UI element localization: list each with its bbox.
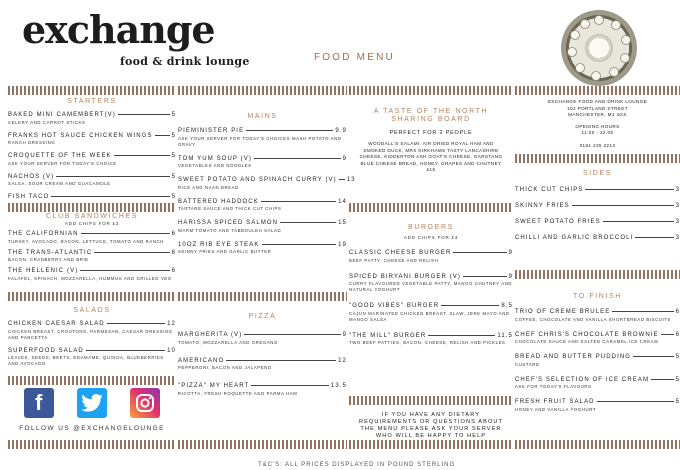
- menu-item: [178, 220, 347, 234]
- follow-us-text: FOLLOW US @EXCHANGELOUNGE: [19, 425, 165, 432]
- menu-item: [8, 231, 176, 245]
- price-leader-line: [251, 385, 329, 386]
- menu-item-price: 12: [338, 357, 347, 364]
- menu-item-price: 3: [675, 187, 680, 193]
- menu-item-name: CHILLI AND GARLIC BROCCOLI: [515, 235, 634, 241]
- menu-item-price: 3: [675, 219, 680, 225]
- menu-item-price: 9.9: [335, 128, 347, 134]
- price-leader-line: [441, 305, 499, 306]
- menu-item-description: RANCH DRESSING: [8, 140, 56, 145]
- price-leader-line: [428, 335, 495, 336]
- price-leader-line: [612, 311, 673, 312]
- menu-item-name: THE TRANS-ATLANTIC: [8, 249, 93, 256]
- divider-stripe: [8, 376, 176, 385]
- menu-item-name: PIEMINISTER PIE: [178, 128, 245, 134]
- menu-item-line: [178, 358, 347, 364]
- menu-item-price: 5: [675, 376, 680, 383]
- menu-item-price: 9: [342, 332, 347, 338]
- menu-item-line: [515, 399, 680, 405]
- price-leader-line: [81, 233, 170, 234]
- section-title: A TASTE OF THE NORTH SHARING BOARD: [373, 108, 489, 123]
- menu-item-price: 3: [675, 235, 680, 241]
- twitter-icon[interactable]: [77, 388, 107, 418]
- menu-item-line: [515, 354, 680, 360]
- menu-item: [349, 333, 513, 347]
- menu-item-name: MARGHERITA (V): [178, 332, 243, 338]
- twitter-bird-icon: [81, 394, 103, 412]
- menu-item-description: PEPPERONI, BACON AND JALAPENO: [178, 365, 272, 370]
- price-leader-line: [107, 323, 165, 324]
- menu-item-price: 3: [675, 203, 680, 209]
- menu-item-description: CAJUN MARINATED CHICKEN BREAST, SLAW, JERK MAYO AND MANGO SALSA: [349, 310, 510, 322]
- divider-stripe: [515, 440, 680, 449]
- menu-item-price: 5: [171, 112, 176, 118]
- menu-item-name: FRESH FRUIT SALAD: [515, 399, 595, 405]
- menu-item-name: "THE MILL" BURGER: [349, 332, 427, 339]
- menu-item-description: CELERY AND CARROT STICKS: [8, 119, 86, 125]
- section-burgers: [349, 224, 513, 346]
- menu-item-line: [178, 128, 347, 134]
- menu-item: [8, 268, 176, 282]
- price-leader-line: [114, 155, 170, 156]
- menu-item: [178, 128, 347, 148]
- price-leader-line: [635, 237, 673, 238]
- menu-item: [8, 133, 176, 147]
- menu-item: [515, 203, 680, 209]
- menu-item-name: TOM YUM SOUP (V): [178, 155, 252, 162]
- menu-grid: [8, 86, 680, 453]
- menu-item-description: RICOTTA, FRESH ROQUETTE AND PARMA HAM: [178, 390, 298, 396]
- menu-item: [515, 354, 680, 368]
- section-title: BURGERS: [408, 224, 454, 231]
- price-leader-line: [339, 179, 345, 180]
- menu-item-description: VEGETABLES AND NOODLES: [178, 163, 252, 168]
- opening-hours: 11:00 - 22:00: [581, 130, 614, 135]
- menu-item-description: CHOCOLATE SAUCE AND SALTED CARAMEL ICE CREAM: [515, 339, 659, 344]
- menu-item-price: 19: [338, 241, 347, 248]
- menu-item-description: SKINNY FRIES AND GARLIC BUTTER: [178, 249, 272, 254]
- menu-item-price: 5: [675, 399, 680, 405]
- divider-stripe: [178, 86, 347, 95]
- to-finish-list: [515, 309, 680, 413]
- menu-item-line: [515, 219, 680, 225]
- menu-header: [0, 0, 680, 85]
- logo-tagline: food & drink lounge: [120, 55, 250, 68]
- section-club-sandwiches: [8, 213, 176, 282]
- dial-holes-icon: [561, 10, 637, 86]
- menu-item-name: AMERICANO: [178, 357, 225, 364]
- section-title: PIZZA: [248, 313, 277, 320]
- menu-item-price: 5: [171, 132, 176, 139]
- section-contact: [515, 99, 680, 149]
- sharing-serves: PERFECT FOR 2 PEOPLE: [389, 130, 473, 136]
- dietary-notice: IF YOU HAVE ANY DIETARY REQUIREMENTS OR QUESTIONS ABOUT THE MENU PLEASE ASK YOUR SERVER WHO WILL BE HAPPY TO HELP: [358, 412, 504, 439]
- price-leader-line: [603, 221, 674, 222]
- salads-list: [8, 321, 176, 367]
- menu-item-line: [178, 199, 347, 205]
- price-leader-line: [80, 270, 169, 271]
- divider-stripe: [515, 270, 680, 279]
- price-leader-line: [463, 276, 507, 277]
- section-subtitle: ADD CHIPS FOR £3: [64, 221, 120, 226]
- price-leader-line: [226, 360, 336, 361]
- menu-item-line: [8, 268, 176, 274]
- menu-item-price: 8.5: [501, 303, 513, 309]
- menu-item-line: [349, 333, 513, 339]
- menu-item-name: "PIZZA" MY HEART: [178, 383, 250, 389]
- divider-stripe: [178, 292, 347, 301]
- club-sandwiches-list: [8, 231, 176, 282]
- column-left: [8, 86, 176, 448]
- menu-item-price: 11.5: [497, 332, 513, 339]
- divider-stripe: [349, 440, 513, 449]
- menu-item-line: [8, 194, 176, 200]
- menu-item-line: [515, 203, 680, 209]
- menu-item-price: 6: [171, 249, 176, 256]
- menu-item: [8, 153, 176, 167]
- menu-item: [515, 235, 680, 241]
- menu-item-line: [349, 303, 513, 309]
- menu-item-price: 5: [171, 153, 176, 159]
- footer-terms: T&C'S: ALL PRICES DISPLAYED IN POUND STERLING: [258, 462, 456, 468]
- venue-street: 102 PORTLAND STREET: [567, 105, 628, 111]
- menu-item-line: [515, 309, 680, 315]
- menu-item-price: 14: [338, 198, 347, 205]
- menu-item: [8, 174, 176, 188]
- menu-item-name: SPICED BIRYANI BURGER (V): [349, 273, 461, 280]
- section-social: [8, 388, 176, 432]
- menu-item-line: [178, 177, 356, 183]
- menu-item-name: THE HELLENIC (V): [8, 268, 79, 274]
- menu-item: [178, 383, 347, 397]
- section-sides: [515, 170, 680, 241]
- menu-item-line: [178, 332, 347, 338]
- menu-item-line: [178, 156, 347, 162]
- divider-stripe: [8, 203, 176, 212]
- mains-list: [178, 128, 356, 255]
- menu-item: [515, 309, 680, 323]
- menu-item-description: COFFEE, CHOCOLATE AND VANILLA SHORTBREAD BISCUITS: [515, 316, 671, 322]
- divider-stripe: [349, 86, 513, 95]
- menu-item-description: TARTARE SAUCE AND THICK CUT CHIPS: [178, 206, 282, 211]
- sharing-price: £15: [426, 167, 436, 172]
- menu-item-name: BREAD AND BUTTER PUDDING: [515, 354, 632, 360]
- column-right: [515, 86, 680, 448]
- price-leader-line: [453, 252, 506, 253]
- menu-item-name: SWEET POTATO AND SPINACH CURRY (V): [178, 177, 337, 183]
- menu-item-line: [515, 377, 680, 383]
- menu-item-description: LEAVES, SEEDS, BEETS, EDAMAME, QUINOA, BLUEBERRIES AND AVOCADO: [8, 355, 164, 366]
- menu-item-name: TRIO OF CREME BRULEE: [515, 309, 611, 315]
- menu-item-price: 5: [171, 194, 176, 200]
- section-pizza: [178, 313, 347, 397]
- pizza-list: [178, 332, 347, 397]
- divider-stripe: [515, 154, 680, 163]
- menu-item-price: 6: [675, 331, 680, 338]
- menu-item-line: [349, 250, 513, 256]
- menu-item-line: [178, 383, 347, 389]
- menu-item-name: BATTERED HADDOCK: [178, 198, 259, 205]
- price-leader-line: [244, 334, 340, 335]
- menu-item: [349, 250, 513, 264]
- menu-item-description: TOMATO, MOZZARELLA AND OREGANO: [178, 339, 278, 345]
- section-title: CLUB SANDWICHES: [45, 213, 139, 220]
- price-leader-line: [261, 201, 336, 202]
- menu-item-price: 5: [171, 173, 176, 180]
- menu-item: [178, 199, 347, 213]
- menu-item-price: 6: [171, 231, 176, 237]
- price-leader-line: [633, 356, 673, 357]
- menu-item-line: [8, 348, 176, 354]
- menu-item-price: 9: [342, 155, 347, 162]
- divider-stripe: [349, 396, 513, 405]
- price-leader-line: [246, 130, 333, 131]
- section-starters: [8, 98, 176, 200]
- price-leader-line: [585, 189, 673, 190]
- menu-item-name: CHEF CHRIS'S CHOCOLATE BROWNIE: [515, 331, 659, 338]
- menu-item: [349, 274, 513, 294]
- section-dietary: [349, 412, 513, 440]
- menu-item-price: 13.5: [330, 383, 347, 389]
- menu-item: [8, 112, 176, 126]
- menu-item: [8, 348, 176, 368]
- menu-item-price: 10: [167, 347, 176, 354]
- menu-item: [178, 358, 347, 372]
- menu-item: [515, 219, 680, 225]
- menu-item-line: [178, 220, 347, 226]
- menu-item-name: THICK CUT CHIPS: [515, 187, 584, 193]
- menu-item-name: "GOOD VIBES" BURGER: [349, 303, 440, 309]
- price-leader-line: [572, 205, 674, 206]
- menu-item-description: ASK YOUR SERVER FOR TODAY'S CHOICES MASH POTATO AND GRAVY: [178, 135, 342, 147]
- menu-item: [515, 377, 680, 391]
- page-title: FOOD MENU: [314, 52, 395, 63]
- menu-item-line: [8, 174, 176, 180]
- menu-item-description: CUSTARD: [515, 361, 540, 367]
- price-leader-line: [86, 350, 165, 351]
- divider-stripe: [8, 440, 176, 449]
- column-center-right: [346, 86, 513, 448]
- menu-item-price: 6: [171, 268, 176, 274]
- burgers-list: [349, 250, 513, 346]
- section-to-finish: [515, 293, 680, 413]
- rotary-phone-dial-logo: [561, 10, 637, 86]
- menu-item-description: WARM TOMATO AND TABBOULEH SALAD: [178, 227, 282, 233]
- menu-item-price: 9: [508, 250, 513, 256]
- price-leader-line: [155, 135, 170, 136]
- menu-item-description: FALAFEL, SPINACH, MOZZARELLA, HUMMUS AND GRILLED VEG: [8, 275, 172, 281]
- menu-item-description: BACON, CRANBERRY AND BRIE: [8, 257, 89, 262]
- menu-item-name: NACHOS (V): [8, 173, 55, 180]
- menu-item-price: 5: [675, 354, 680, 360]
- price-leader-line: [51, 196, 169, 197]
- menu-item-description: CHICKEN BREAST, CROUTONS, PARMESAN, CAESAR DRESSING AND PANCETTA: [8, 328, 173, 340]
- section-title: STARTERS: [67, 98, 117, 105]
- menu-item-name: CHICKEN CAESAR SALAD: [8, 321, 105, 327]
- menu-item: [178, 177, 356, 191]
- menu-item-price: 13: [346, 177, 356, 183]
- menu-item-line: [515, 187, 680, 193]
- menu-item-price: 15: [338, 220, 347, 226]
- menu-item-name: SWEET POTATO FRIES: [515, 219, 601, 225]
- menu-item-description: ASK YOUR SERVER FOR TODAY'S CHOICE: [8, 160, 117, 166]
- menu-item-line: [8, 112, 176, 118]
- menu-item-name: BAKED MINI CAMEMBERT(V): [8, 112, 116, 118]
- menu-item: [8, 194, 176, 200]
- divider-stripe: [8, 86, 176, 95]
- logo-wordmark: exchange: [22, 7, 215, 52]
- menu-item-description: RICE AND NAAN BREAD: [178, 184, 239, 190]
- venue-name: EXCHANGE FOOD AND DRINK LOUNGE: [547, 99, 648, 104]
- menu-item: [515, 332, 680, 346]
- opening-hours-label: OPENING HOURS: [575, 123, 620, 129]
- menu-item-name: HARISSA SPICED SALMON: [178, 220, 279, 226]
- menu-item-description: ASK FOR TODAY'S FLAVOURS: [515, 384, 592, 389]
- price-leader-line: [280, 222, 336, 223]
- divider-stripe: [8, 292, 176, 301]
- menu-item-description: TWO BEEF PATTIES, BACON, CHEESE, RELISH AND PICKLES: [349, 340, 506, 345]
- menu-item: [178, 242, 347, 256]
- section-subtitle: ADD CHIPS FOR £3: [403, 235, 459, 240]
- price-leader-line: [56, 176, 169, 177]
- venue-city: MANCHESTER, M1 4GX: [568, 112, 627, 117]
- menu-item-name: SUPERFOOD SALAD: [8, 347, 84, 354]
- sides-list: [515, 187, 680, 241]
- menu-item-description: TURKEY, AVOCADO, BACON, LETTUCE, TOMATO AND RANCH: [8, 238, 164, 244]
- venue-phone: 0161 235 2212: [579, 142, 616, 148]
- facebook-icon[interactable]: [24, 388, 54, 418]
- menu-item: [8, 250, 176, 264]
- menu-item-description: SALSA, SOUR CREAM AND GUACAMOLE: [8, 181, 111, 186]
- price-leader-line: [661, 334, 674, 335]
- menu-item-name: SKINNY FRIES: [515, 203, 570, 209]
- starters-list: [8, 112, 176, 200]
- menu-item: [515, 399, 680, 413]
- section-sharing-board: [349, 108, 513, 174]
- menu-item-price: 6: [675, 309, 680, 315]
- price-leader-line: [597, 401, 674, 402]
- instagram-icon[interactable]: [130, 388, 160, 418]
- menu-item-description: HONEY AND VANILLA YOGHURT: [515, 406, 597, 412]
- menu-item-name: FRANKS HOT SAUCE CHICKEN WINGS: [8, 132, 153, 139]
- price-leader-line: [254, 158, 341, 159]
- menu-item-description: BEEF PATTY, CHEESE AND RELISH: [349, 257, 439, 263]
- menu-item-name: CHEF'S SELECTION OF ICE CREAM: [515, 376, 650, 383]
- section-mains: [178, 113, 356, 255]
- menu-item-line: [349, 274, 513, 280]
- section-title: MAINS: [247, 113, 278, 120]
- menu-item-name: CROQUETTE OF THE WEEK: [8, 153, 112, 159]
- menu-item-line: [8, 153, 176, 159]
- menu-item: [8, 321, 176, 341]
- menu-item-name: CLASSIC CHEESE BURGER: [349, 250, 452, 256]
- price-leader-line: [118, 114, 170, 115]
- menu-item-line: [8, 231, 176, 237]
- section-title: TO FINISH: [573, 293, 622, 300]
- menu-item: [515, 187, 680, 193]
- section-salads: [8, 307, 176, 367]
- divider-stripe: [178, 440, 347, 449]
- menu-item-line: [8, 321, 176, 327]
- price-leader-line: [262, 244, 337, 245]
- column-center-left: [178, 86, 356, 448]
- menu-item-description: CURRY FLAVOURED VEGETABLE PATTY, MANGO CHUTNEY AND NATURAL YOGHURT: [349, 281, 513, 292]
- menu-item-line: [8, 133, 176, 139]
- menu-item: [349, 303, 513, 323]
- sharing-description: WOODALL'S SALAMI, AIR DRIED ROYAL HAM AND SMOKED DUCK, MRS KIRKHAMS TASTY LANCASHIRE CHEESE, KIDDERTON ASH GOAT'S CHEESE, GARSTANG BLUE CHEESE BREAD, HONEY, GRAPES AND CHUTNEY: [359, 141, 503, 166]
- menu-item-line: [178, 242, 347, 248]
- menu-item: [178, 332, 347, 346]
- menu-item-price: 12: [167, 321, 176, 327]
- section-title: SALADS: [73, 307, 111, 314]
- price-leader-line: [651, 379, 674, 380]
- menu-item-line: [8, 250, 176, 256]
- menu-item-name: 10OZ RIB EYE STEAK: [178, 241, 260, 248]
- instagram-camera-icon: [135, 393, 155, 413]
- divider-stripe: [349, 203, 513, 212]
- menu-item-line: [515, 235, 680, 241]
- menu-item-line: [515, 332, 680, 338]
- menu-item-name: FISH TACO: [8, 194, 50, 200]
- menu-item-name: THE CALIFORNIAN: [8, 231, 79, 237]
- menu-item: [178, 156, 347, 170]
- menu-item-price: 9: [508, 273, 513, 280]
- facebook-glyph: f: [34, 390, 43, 415]
- divider-stripe: [515, 86, 680, 95]
- price-leader-line: [94, 252, 169, 253]
- section-title: SIDES: [582, 170, 612, 177]
